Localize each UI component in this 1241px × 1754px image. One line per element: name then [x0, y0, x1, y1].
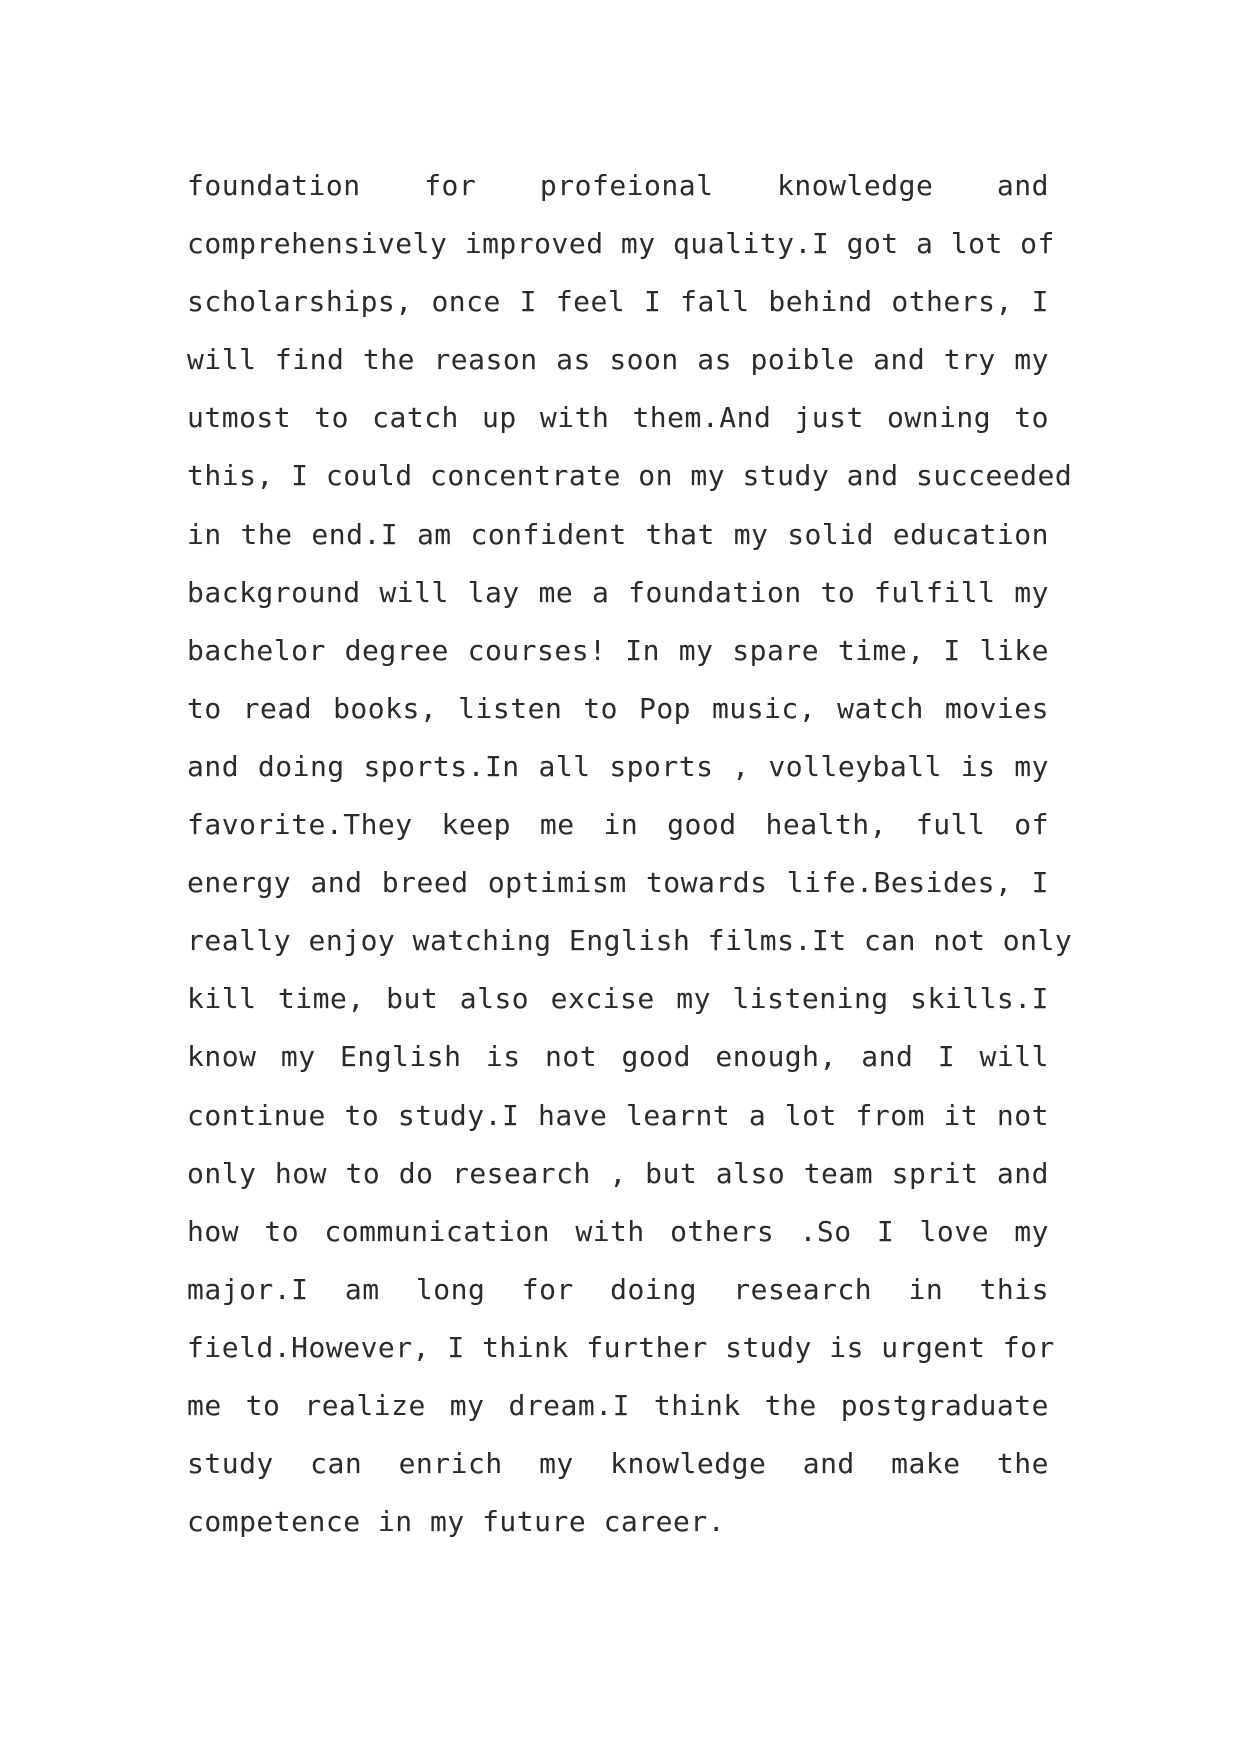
text-line: background will lay me a foundation to fulfill my — [187, 575, 1049, 609]
text-line: to read books, listen to Pop music, watch movies — [187, 691, 1049, 725]
text-line: will find the reason as soon as poible and try my — [187, 343, 1049, 377]
text-line: only how to do research , but also team sprit and — [187, 1156, 1049, 1190]
text-line: in the end.I am confident that my solid education — [187, 517, 1049, 551]
text-line: study can enrich my knowledge and make the — [187, 1447, 1049, 1481]
text-line: field.However, I think further study is urgent for — [187, 1330, 1055, 1364]
text-line: competence in my future career. — [187, 1505, 726, 1539]
text-line: me to realize my dream.I think the postgraduate — [187, 1388, 1049, 1422]
text-line: favorite.They keep me in good health, full of — [187, 808, 1049, 842]
text-line: how to communication with others .So I love my — [187, 1214, 1049, 1248]
text-line: continue to study.I have learnt a lot from it not — [187, 1098, 1049, 1132]
text-line: major.I am long for doing research in this — [187, 1272, 1049, 1306]
text-line: energy and breed optimism towards life.Besides, I — [187, 866, 1049, 900]
text-line: know my English is not good enough, and I will — [187, 1040, 1049, 1074]
text-line: scholarships, once I feel I fall behind others, I — [187, 285, 1049, 319]
text-line: foundation for profeional knowledge and — [187, 169, 1049, 202]
text-line: bachelor degree courses! In my spare time, I like — [187, 633, 1049, 667]
text-line: and doing sports.In all sports , volleyball is my — [187, 749, 1049, 783]
text-line: kill time, but also excise my listening skills.I — [187, 982, 1049, 1016]
text-line: utmost to catch up with them.And just owning to — [187, 401, 1049, 435]
body-paragraph — [187, 157, 1073, 1551]
text-line: really enjoy watching English films.It can not only — [187, 924, 1073, 958]
text-line: this, I could concentrate on my study and succeeded — [187, 459, 1073, 493]
text-line: comprehensively improved my quality.I got a lot of — [187, 227, 1055, 261]
